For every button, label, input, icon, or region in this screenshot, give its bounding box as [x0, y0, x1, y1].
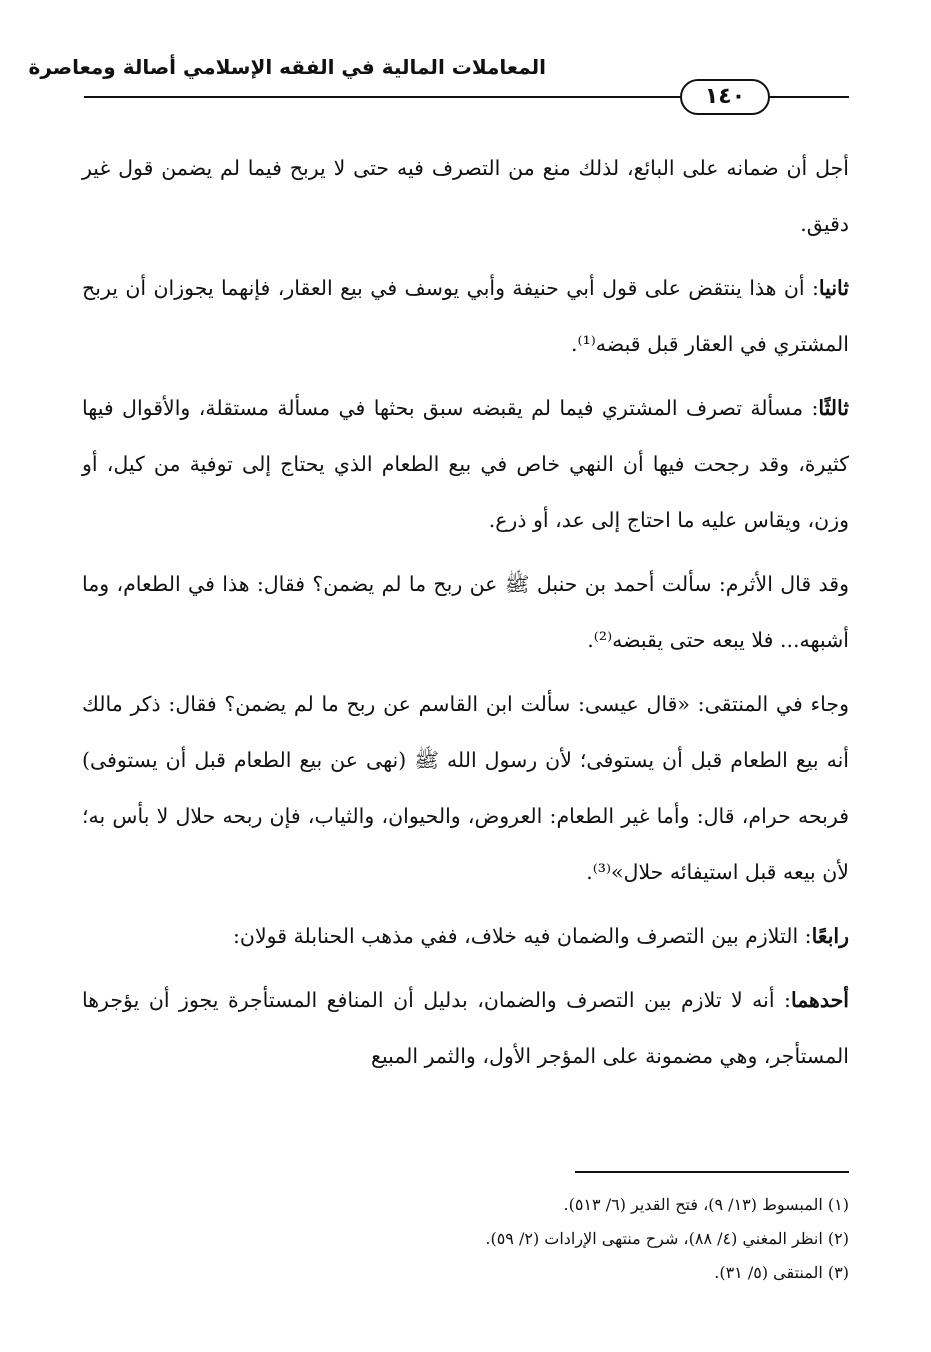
footnote-2: (٢) انظر المغني (٤/ ٨٨)، شرح منتهى الإرادات (٢/ ٥٩). [485, 1229, 849, 1248]
paragraph-text: : أن هذا ينتقض على قول أبي حنيفة وأبي يوسف في بيع العقار، فإنهما يجوزان أن يربح المشتري في العقار قبل قبضه⁽¹⁾. [82, 276, 849, 356]
paragraph-4 [82, 556, 849, 668]
paragraph-text: أجل أن ضمانه على البائع، لذلك منع من التصرف فيه حتى لا يربح فيما لم يضمن قول غير دقيق. [82, 156, 849, 236]
paragraph-text: : مسألة تصرف المشتري فيما لم يقبضه سبق بحثها في مسألة مستقلة، والأقوال فيها كثيرة، وقد رجحت فيها أن النهي خاص في بيع الطعام الذي يحتاج إلى توفية من كيل، أو وزن، ويقاس عليه ما احتاج إلى عد، أو ذرع. [82, 396, 849, 532]
paragraph-7 [82, 972, 849, 1084]
footnote-rule [575, 1171, 849, 1173]
footnote-1: (١) المبسوط (١٣/ ٩)، فتح القدير (٦/ ٥١٣). [563, 1195, 849, 1214]
paragraph-lead: رابعًا [811, 924, 849, 948]
page-number: ١٤٠ [680, 79, 770, 115]
paragraph-2 [82, 260, 849, 372]
paragraph-text: وجاء في المنتقى: «قال عيسى: سألت ابن القاسم عن ربح ما لم يضمن؟ فقال: ذكر مالك أنه بيع الطعام قبل أن يستوفى؛ لأن رسول الله ﷺ (نهى عن بيع الطعام قبل أن يستوفى) فربحه حرام، قال: وأما غير الطعام: العروض، والحيوان، والثياب، فإن ربحه حلال لا بأس به؛ لأن بيعه قبل استيفائه حلال»⁽³⁾. [82, 692, 849, 884]
running-title: المعاملات المالية في الفقه الإسلامي أصالة ومعاصرة [28, 55, 546, 79]
paragraph-text: وقد قال الأثرم: سألت أحمد بن حنبل ﷺ عن ربح ما لم يضمن؟ فقال: هذا في الطعام، وما أشبهه... فلا يبعه حتى يقبضه⁽²⁾. [82, 572, 849, 652]
paragraph-6 [82, 908, 849, 964]
paragraph-5 [82, 676, 849, 900]
paragraph-text: : أنه لا تلازم بين التصرف والضمان، بدليل أن المنافع المستأجرة يجوز أن يؤجرها المستأجر، وهي مضمونة على المؤجر الأول، والثمر المبيع [82, 988, 849, 1068]
paragraph-lead: أحدهما [790, 988, 849, 1012]
paragraph-3 [82, 380, 849, 548]
main-text [82, 140, 849, 1092]
footnote-3: (٣) المنتقى (٥/ ٣١). [714, 1263, 849, 1282]
paragraph-text: : التلازم بين التصرف والضمان فيه خلاف، ففي مذهب الحنابلة قولان: [232, 924, 812, 948]
footnotes [120, 1188, 849, 1290]
paragraph-lead: ثالثًا [818, 396, 849, 420]
paragraph-1 [82, 140, 849, 252]
paragraph-lead: ثانيا [818, 276, 849, 300]
